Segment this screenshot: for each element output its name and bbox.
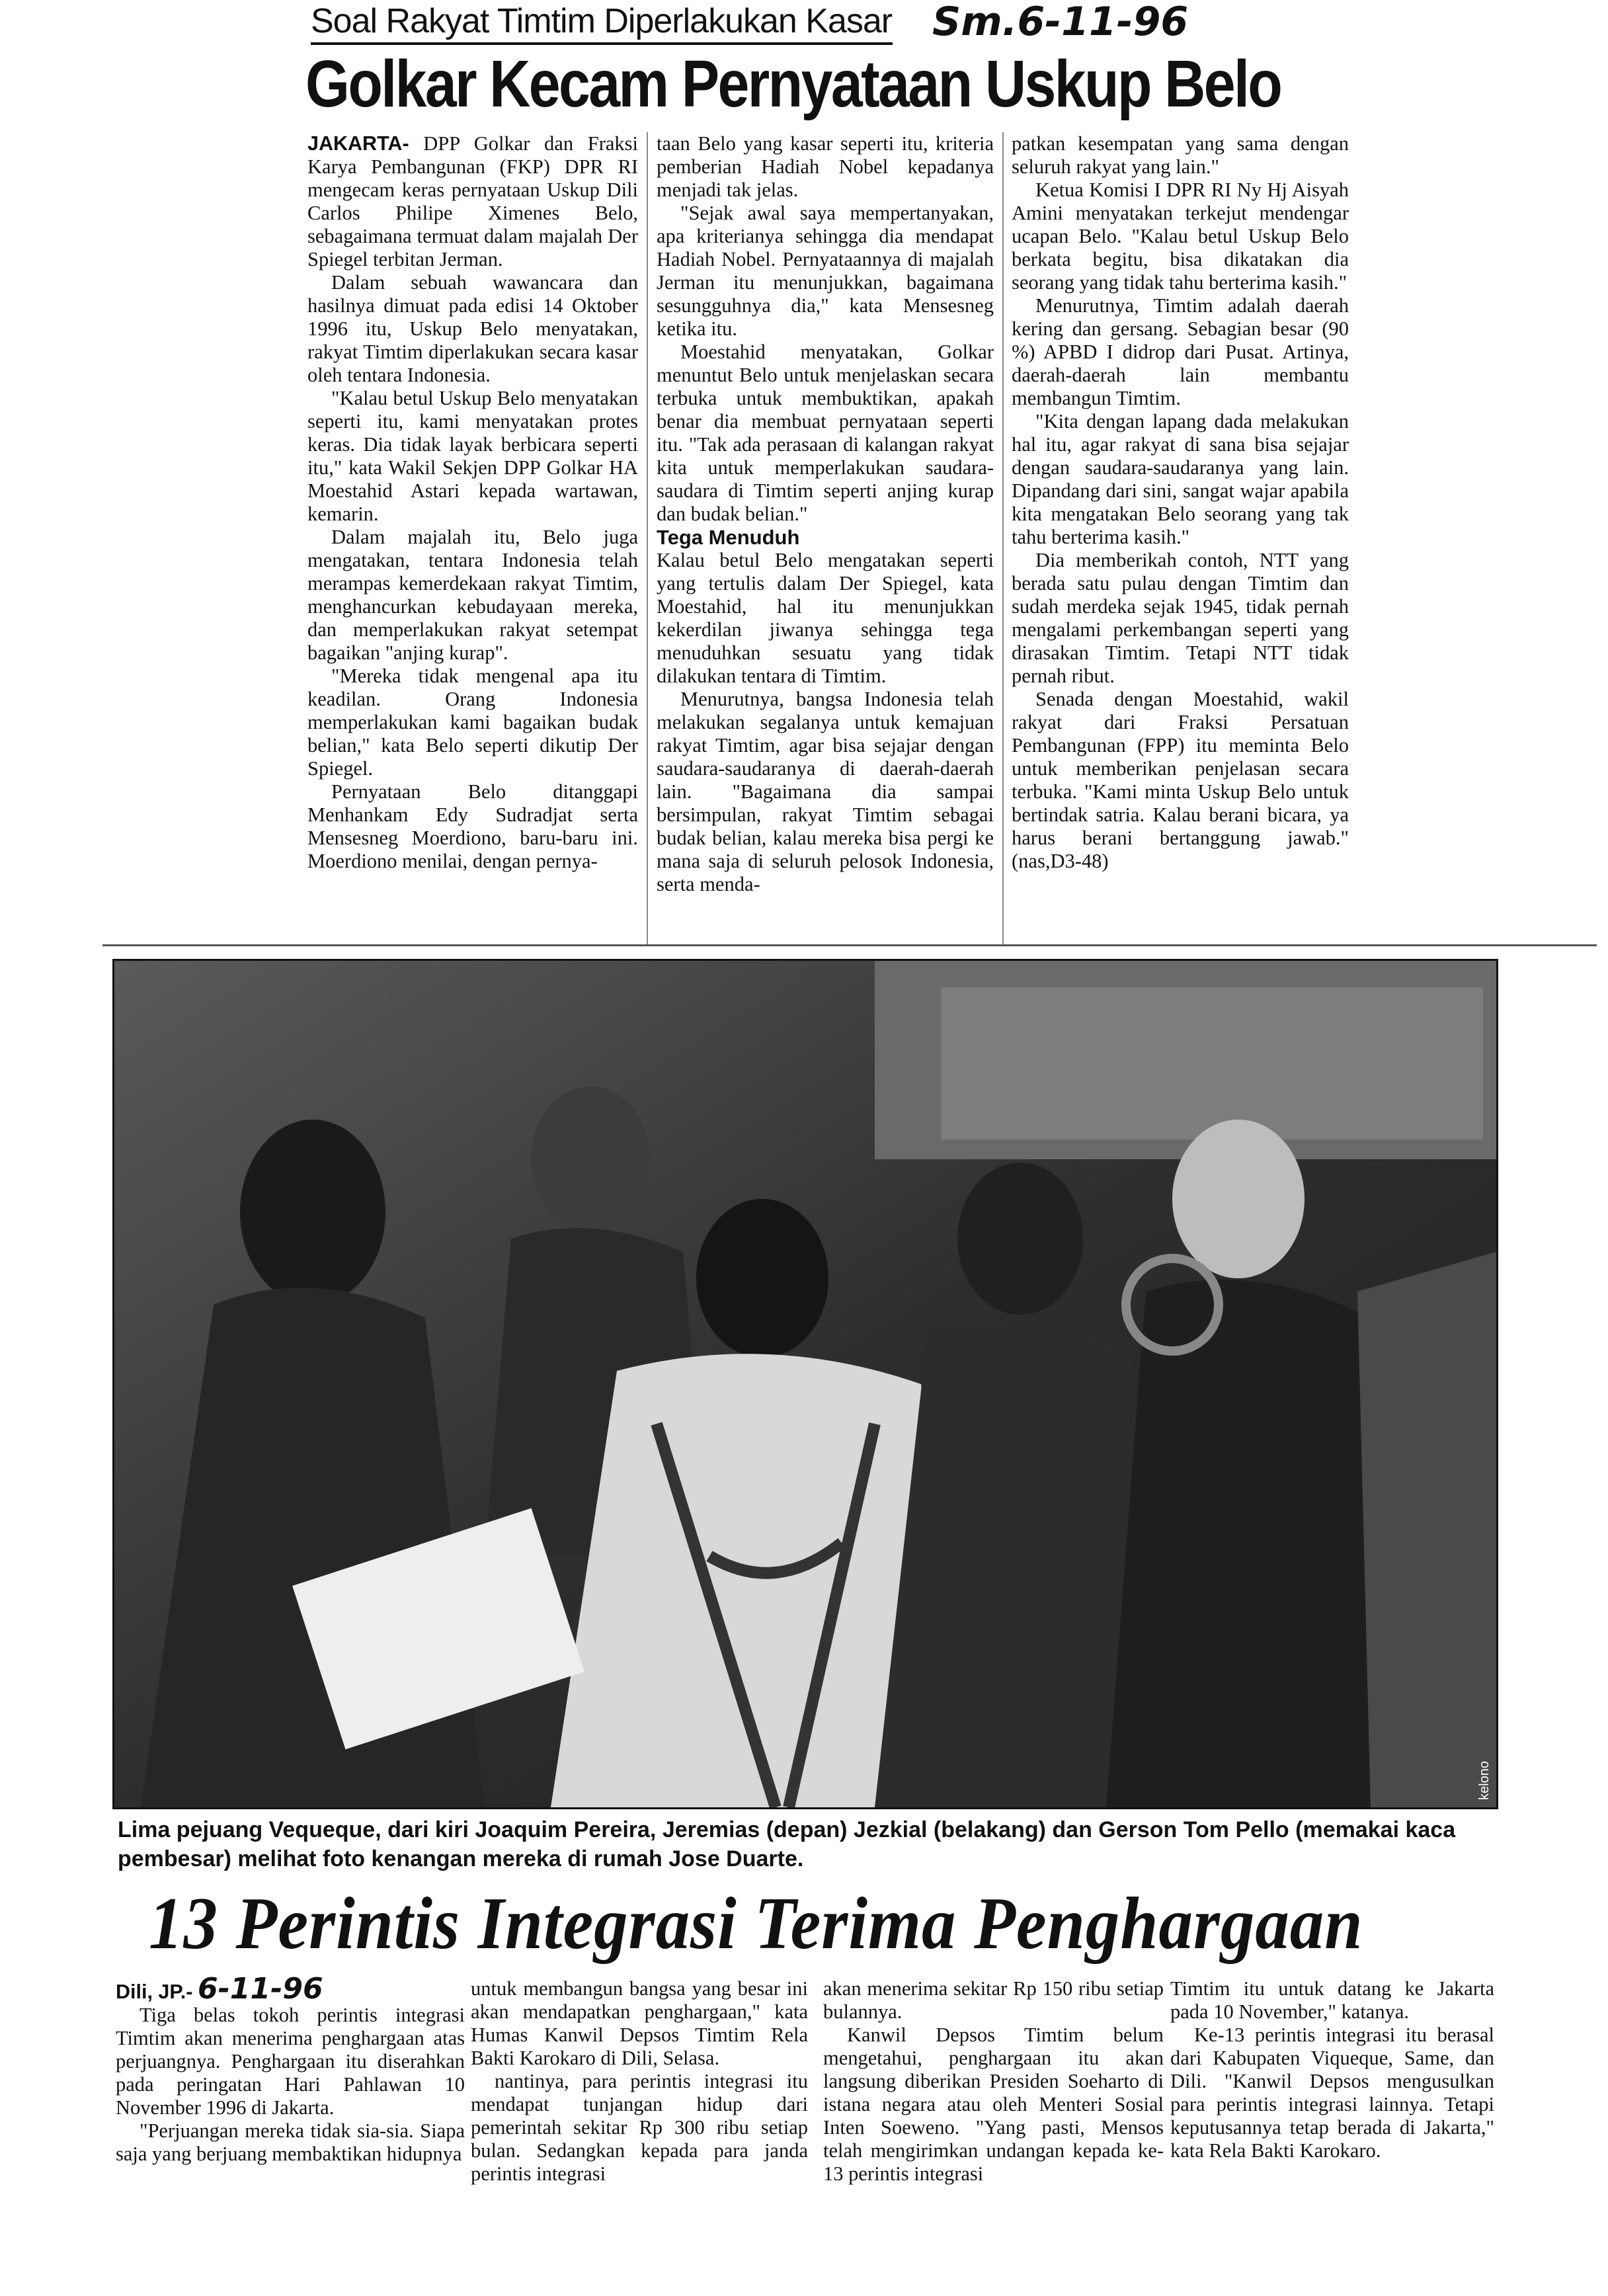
paragraph: Kalau betul Belo mengatakan seperti yang tertulis dalam Der Spiegel, kata Moestahid, hal itu menunjukkan kekerdilan jiwanya sehingga tega menuduhkan sesuatu yang tidak dilakukan tentara di Timtim. xyxy=(657,549,994,687)
paragraph: untuk membangun bangsa yang besar ini akan mendapatkan penghargaan," kata Humas Kanwil Depsos Timtim Rela Bakti Karokaro di Dili, Selasa. xyxy=(471,1977,808,2069)
article2-column-4 xyxy=(1170,1977,1494,2162)
article2-column-3 xyxy=(823,1977,1164,2186)
article1-column-3 xyxy=(1012,132,1349,873)
paragraph: Dalam sebuah wawancara dan hasilnya dimuat pada edisi 14 Oktober 1996 itu, Uskup Belo menyatakan, rakyat Timtim diperlakukan secara kasar oleh tentara Indonesia. xyxy=(307,271,638,386)
handwritten-date: Sm.6-11-96 xyxy=(932,0,1189,45)
news-photo xyxy=(112,959,1498,1809)
paragraph: nantinya, para perintis integrasi itu mendapat tunjangan hidup dari pemerintah sekitar Rp 300 ribu setiap bulan. Sedangkan kepada para janda perintis integrasi xyxy=(471,2070,808,2185)
photo-illustration xyxy=(114,961,1496,1807)
paragraph: Ke-13 perintis integrasi itu berasal dari Kabupaten Viqueque, Same, dan Dili. "Kanwil Depsos mengusulkan para perintis integrasi lainnya. Tetapi keputusannya tetap berada di Jakarta," kata Rela Bakti Karokaro. xyxy=(1170,2024,1494,2162)
paragraph: "Perjuangan mereka tidak sia-sia. Siapa saja yang berjuang membaktikan hidupnya xyxy=(116,2119,465,2165)
paragraph: Menurutnya, bangsa Indonesia telah melakukan segalanya untuk kemajuan rakyat Timtim, agar bisa sejajar dengan saudara-saudaranya di daerah-daerah lain. "Bagaimana dia sampai bersimpulan, rakyat Timtim sebagai budak belian, kalau mereka bisa pergi ke mana saja di seluruh pelosok Indonesia, serta menda- xyxy=(657,688,994,895)
paragraph: "Sejak awal saya mempertanyakan, apa kriterianya sehingga dia mendapat Hadiah Nobel. Pernyataannya di majalah Jerman itu menunjukkan, bagaimana sesungguhnya dia," kata Mensesneg ketika itu. xyxy=(657,202,994,340)
article-kicker: Soal Rakyat Timtim Diperlakukan Kasar xyxy=(311,1,893,45)
article1-column-1 xyxy=(307,132,638,873)
paragraph: "Kalau betul Uskup Belo menyatakan seperti itu, kami menyatakan protes keras. Dia tidak layak berbicara seperti itu," kata Wakil Sekjen DPP Golkar HA Moestahid Astari kepada wartawan, kemarin. xyxy=(307,387,638,525)
photo-caption: Lima pejuang Vequeque, dari kiri Joaquim Pereira, Jeremias (depan) Jezkial (belakang) dan Gerson Tom Pello (memakai kaca pembesar) melihat foto kenangan mereka di rumah Jose Duarte. xyxy=(118,1817,1456,1871)
paragraph: Moestahid menyatakan, Golkar menuntut Belo untuk menjelaskan secara terbuka untuk membuktikan, apakah benar dia membuat pernyataan seperti itu. "Tak ada perasaan di kalangan rakyat kita untuk memperlakukan saudara-saudara di Timtim seperti anjing kurap dan budak belian." xyxy=(657,341,994,525)
article2-column-2 xyxy=(471,1977,808,2186)
paragraph: "Kita dengan lapang dada melakukan hal itu, agar rakyat di sana bisa sejajar dengan saudara-saudaranya yang lain. Dipandang dari sini, sangat wajar apabila kita mengatakan Belo seorang yang tak tahu berterima kasih." xyxy=(1012,410,1349,548)
paragraph: Senada dengan Moestahid, wakil rakyat dari Fraksi Persatuan Pembangunan (FPP) itu meminta Belo untuk memberikan penjelasan secara terbuka. "Kami minta Uskup Belo untuk bertindak satria. Kalau berani bicara, ya harus berani bertanggung jawab." (nas,D3-48) xyxy=(1012,688,1349,872)
column-divider xyxy=(1002,132,1004,946)
article-headline: 13 Perintis Integrasi Terima Penghargaan xyxy=(149,1883,1363,1965)
paragraph: patkan kesempatan yang sama dengan seluruh rakyat yang lain." xyxy=(1012,132,1349,178)
paragraph: Ketua Komisi I DPR RI Ny Hj Aisyah Amini menyatakan terkejut mendengar ucapan Belo. "Kalau betul Uskup Belo berkata begitu, bisa dikatakan dia seorang yang tidak tahu berterima kasih." xyxy=(1012,179,1349,294)
subheading: Tega Menuduh xyxy=(657,526,800,549)
paragraph: Dalam majalah itu, Belo juga mengatakan, tentara Indonesia telah merampas kemerdekaan rakyat Timtim, menghancurkan kebudayaan mereka, dan memperlakukan rakyat setempat bagaikan "anjing kurap". xyxy=(307,526,638,664)
dateline: JAKARTA- xyxy=(307,132,409,155)
article-headline: Golkar Kecam Pernyataan Uskup Belo xyxy=(305,47,1281,121)
paragraph: DPP Golkar dan Fraksi Karya Pembangunan (FKP) DPR RI mengecam keras pernyataan Uskup Dili Carlos Philipe Ximenes Belo, sebagaimana termuat dalam majalah Der Spiegel terbitan Jerman. xyxy=(307,132,638,270)
column-divider xyxy=(647,132,648,946)
paragraph: akan menerima sekitar Rp 150 ribu setiap bulannya. xyxy=(823,1977,1164,2023)
paragraph: Kanwil Depsos Timtim belum mengetahui, penghargaan itu akan langsung diberikan Presiden Soeharto di istana negara atau oleh Menteri Sosial Inten Soeweno. "Yang pasti, Mensos telah mengirimkan undangan kepada ke-13 perintis integrasi xyxy=(823,2024,1164,2185)
paragraph: Tiga belas tokoh perintis integrasi Timtim akan menerima penghargaan atas perjuangnya. Penghargaan itu diserahkan pada peringatan Hari Pahlawan 10 November 1996 di Jakarta. xyxy=(116,2004,465,2119)
article1-column-2 xyxy=(657,132,994,896)
photo-credit: kelono xyxy=(1477,1761,1492,1800)
paragraph: Timtim itu untuk datang ke Jakarta pada 10 November," katanya. xyxy=(1170,1977,1494,2023)
paragraph: Menurutnya, Timtim adalah daerah kering dan gersang. Sebagian besar (90 %) APBD I didrop dari Pusat. Artinya, daerah-daerah lain membantu membangun Timtim. xyxy=(1012,294,1349,409)
section-divider xyxy=(102,944,1597,946)
paragraph: Pernyataan Belo ditanggapi Menhankam Edy Sudradjat serta Mensesneg Moerdiono, baru-baru ini. Moerdiono menilai, dengan pernya- xyxy=(307,780,638,872)
paragraph: Dia memberikah contoh, NTT yang berada satu pulau dengan Timtim dan sudah merdeka sejak 1945, tidak pernah mengalami perkembangan seperti yang dirasakan Timtim. Tetapi NTT tidak pernah ribut. xyxy=(1012,549,1349,687)
paragraph: "Mereka tidak mengenal apa itu keadilan. Orang Indonesia memperlakukan kami bagaikan budak belian," kata Belo seperti dikutip Der Spiegel. xyxy=(307,665,638,780)
dateline: Dili, JP.- xyxy=(116,1981,193,2003)
article2-column-1 xyxy=(116,1972,465,2166)
paragraph: taan Belo yang kasar seperti itu, kriteria pemberian Hadiah Nobel kepadanya menjadi tak jelas. xyxy=(657,132,994,201)
handwritten-date: 6-11-96 xyxy=(198,1972,323,2006)
